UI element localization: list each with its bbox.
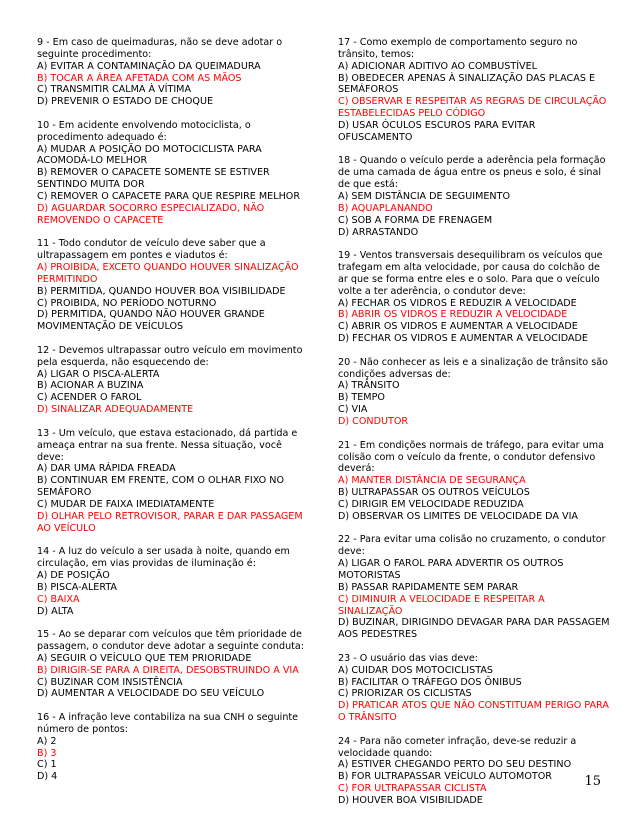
question-block xyxy=(37,428,307,535)
answer-option: C) PRIORIZAR OS CICLISTAS xyxy=(338,688,472,700)
answer-option: D) ALTA xyxy=(37,605,74,617)
answer-option: A) DAR UMA RÁPIDA FREADA xyxy=(37,463,176,475)
answer-option: B) ULTRAPASSAR OS OUTROS VEÍCULOS xyxy=(338,487,530,499)
question-block xyxy=(338,736,610,807)
question-stem: 11 - Todo condutor de veículo deve saber que a ultrapassagem em pontes e viadutos é: xyxy=(37,238,266,262)
answer-option-correct: B) DIRIGIR-SE PARA A DIREITA, DESOBSTRUINDO A VIA xyxy=(37,664,299,676)
question-block xyxy=(37,345,307,416)
question-stem: 14 - A luz do veículo a ser usada à noite, quando em circulação, em vias providas de iluminação é: xyxy=(37,546,290,570)
question-block xyxy=(338,250,610,345)
answer-option: C) VIA xyxy=(338,404,368,416)
answer-option: D) OBSERVAR OS LIMITES DE VELOCIDADE DA VIA xyxy=(338,510,578,522)
answer-option: B) CONTINUAR EM FRENTE, COM O OLHAR FIXO NO SEMÁFORO xyxy=(37,475,285,499)
answer-option: D) 4 xyxy=(37,771,58,783)
question-stem: 16 - A infração leve contabiliza na sua CNH o seguinte número de pontos: xyxy=(37,712,299,735)
question-stem: 22 - Para evitar uma colisão no cruzamento, o condutor deve: xyxy=(338,534,606,558)
question-stem: 10 - Em acidente envolvendo motociclista, o procedimento adequado é: xyxy=(37,119,251,143)
question-block xyxy=(338,37,610,144)
answer-option: A) DE POSIÇÃO xyxy=(37,569,110,581)
answer-option: D) HOUVER BOA VISIBILIDADE xyxy=(338,795,483,806)
answer-option-correct: D) PRATICAR ATOS QUE NÃO CONSTITUAM PERIGO PARA O TRÂNSITO xyxy=(338,700,609,724)
answer-option: D) AUMENTAR A VELOCIDADE DO SEU VEÍCULO xyxy=(37,688,265,700)
question-stem: 9 - Em caso de queimaduras, não se deve adotar o seguinte procedimento: xyxy=(37,37,283,60)
question-block xyxy=(37,712,307,783)
answer-option: D) ARRASTANDO xyxy=(338,226,419,238)
answer-option: A) SEM DISTÂNCIA DE SEGUIMENTO xyxy=(338,190,510,202)
answer-option: D) USAR ÓCULOS ESCUROS PARA EVITAR OFUSCAMENTO xyxy=(338,119,536,143)
answer-option-correct: A) PROIBIDA, EXCETO QUANDO HOUVER SINALIZAÇÃO PERMITINDO xyxy=(37,262,299,285)
answer-option: A) ESTIVER CHEGANDO PERTO DO SEU DESTINO xyxy=(338,759,572,771)
answer-option: C) REMOVER O CAPACETE PARA QUE RESPIRE MELHOR xyxy=(37,190,301,202)
answer-option-correct: C) FOR ULTRAPASSAR CICLISTA xyxy=(338,783,487,795)
question-block xyxy=(37,37,307,108)
answer-option: C) 1 xyxy=(37,759,57,771)
question-stem: 24 - Para não cometer infração, deve-se reduzir a velocidade quando: xyxy=(338,735,577,759)
answer-option-correct: B) TOCAR A ÁREA AFETADA COM AS MÃOS xyxy=(37,72,242,84)
answer-option: A) 2 xyxy=(37,735,57,747)
answer-option-correct: C) OBSERVAR E RESPEITAR AS REGRAS DE CIRCULAÇÃO ESTABELECIDAS PELO CÓDIGO xyxy=(338,96,607,120)
answer-option: B) REMOVER O CAPACETE SOMENTE SE ESTIVER SENTINDO MUITA DOR xyxy=(37,167,270,191)
right-column xyxy=(338,37,610,819)
answer-option-correct: B) AQUAPLANANDO xyxy=(338,202,433,214)
answer-option: C) ABRIR OS VIDROS E AUMENTAR A VELOCIDADE xyxy=(338,321,578,333)
answer-option: C) ACENDER O FAROL xyxy=(37,392,142,404)
answer-option: D) FECHAR OS VIDROS E AUMENTAR A VELOCIDADE xyxy=(338,333,588,345)
answer-option: A) FECHAR OS VIDROS E REDUZIR A VELOCIDADE xyxy=(338,297,577,309)
answer-option: C) SOB A FORMA DE FRENAGEM xyxy=(338,214,493,226)
answer-option-correct: A) MANTER DISTÂNCIA DE SEGURANÇA xyxy=(338,475,526,487)
answer-option: A) CUIDAR DOS MOTOCICLISTAS xyxy=(338,664,493,676)
answer-option-correct: B) 3 xyxy=(37,747,57,759)
answer-option-correct: D) AGUARDAR SOCORRO ESPECIALIZADO, NÃO REMOVENDO O CAPACETE xyxy=(37,202,265,226)
answer-option: A) TRÂNSITO xyxy=(338,380,400,392)
answer-option: C) DIRIGIR EM VELOCIDADE REDUZIDA xyxy=(338,498,524,510)
answer-option: B) OBEDECER APENAS À SINALIZAÇÃO DAS PLACAS E SEMÁFOROS xyxy=(338,72,596,96)
answer-option: D) PERMITIDA, QUANDO NÃO HOUVER GRANDE MOVIMENTAÇÃO DE VEÍCULOS xyxy=(37,309,265,333)
answer-option-correct: C) BAIXA xyxy=(37,593,80,605)
question-stem: 23 - O usuário das vias deve: xyxy=(338,652,479,664)
answer-option: B) FACILITAR O TRÁFEGO DOS ÔNIBUS xyxy=(338,676,522,688)
question-stem: 18 - Quando o veículo perde a aderência pela formação de uma camada de água entre os pneus e solo, é sinal de que está: xyxy=(338,155,606,191)
answer-option-correct: D) SINALIZAR ADEQUADAMENTE xyxy=(37,404,194,416)
question-stem: 21 - Em condições normais de tráfego, para evitar uma colisão com o veículo da frente, o condutor defensivo deverá: xyxy=(338,439,604,475)
answer-option: B) PERMITIDA, QUANDO HOUVER BOA VISIBILIDADE xyxy=(37,285,286,297)
answer-option: A) MUDAR A POSIÇÃO DO MOTOCICLISTA PARA ACOMODÁ-LO MELHOR xyxy=(37,143,262,167)
answer-option: A) LIGAR O PISCA-ALERTA xyxy=(37,368,160,380)
answer-option: C) MUDAR DE FAIXA IMEDIATAMENTE xyxy=(37,498,215,510)
question-stem: 12 - Devemos ultrapassar outro veículo em movimento pela esquerda, não esquecendo de: xyxy=(37,344,303,368)
answer-option-correct: D) CONDUTOR xyxy=(338,416,409,427)
answer-option: A) LIGAR O FAROL PARA ADVERTIR OS OUTROS MOTORISTAS xyxy=(338,558,564,581)
answer-option-correct: C) DIMINUIR A VELOCIDADE E RESPEITAR A SINALIZAÇÃO xyxy=(338,593,545,617)
answer-option: B) PISCA-ALERTA xyxy=(37,581,117,593)
answer-option: B) FOR ULTRAPASSAR VEÍCULO AUTOMOTOR xyxy=(338,771,552,783)
left-column xyxy=(37,37,307,795)
answer-option-correct: D) OLHAR PELO RETROVISOR, PARAR E DAR PASSAGEM AO VEÍCULO xyxy=(37,510,303,534)
question-block xyxy=(338,534,610,641)
question-stem: 17 - Como exemplo de comportamento seguro no trânsito, temos: xyxy=(338,37,578,60)
question-stem: 13 - Um veículo, que estava estacionado, dá partida e ameaça entrar na sua frente. Nessa situação, você deve: xyxy=(37,427,298,463)
question-block xyxy=(338,357,610,428)
question-block xyxy=(37,238,307,333)
answer-option: B) ACIONAR A BUZINA xyxy=(37,380,144,392)
answer-option: D) PREVENIR O ESTADO DE CHOQUE xyxy=(37,96,214,108)
question-stem: 15 - Ao se deparar com veículos que têm prioridade de passagem, o condutor deve adotar a seguinte conduta: xyxy=(37,629,305,653)
answer-option: A) EVITAR A CONTAMINAÇÃO DA QUEIMADURA xyxy=(37,60,261,72)
answer-option: B) TEMPO xyxy=(338,392,385,404)
answer-option: D) BUZINAR, DIRIGINDO DEVAGAR PARA DAR PASSAGEM AOS PEDESTRES xyxy=(338,617,610,641)
answer-option-correct: B) ABRIR OS VIDROS E REDUZIR A VELOCIDADE xyxy=(338,309,568,321)
answer-option: B) PASSAR RAPIDAMENTE SEM PARAR xyxy=(338,581,519,593)
question-block xyxy=(37,546,307,617)
question-block xyxy=(338,155,610,238)
answer-option: A) ADICIONAR ADITIVO AO COMBUSTÍVEL xyxy=(338,60,538,72)
question-block xyxy=(37,629,307,700)
answer-option: C) BUZINAR COM INSISTÊNCIA xyxy=(37,676,183,688)
answer-option: A) SEGUIR O VEÍCULO QUE TEM PRIORIDADE xyxy=(37,652,252,664)
question-stem: 20 - Não conhecer as leis e a sinalização de trânsito são condições adversas de: xyxy=(338,356,608,380)
question-block xyxy=(338,653,610,724)
question-block xyxy=(338,440,610,523)
page-number: 15 xyxy=(584,774,601,789)
question-block xyxy=(37,120,307,227)
answer-option: C) PROIBIDA, NO PERÍODO NOTURNO xyxy=(37,297,217,309)
answer-option: C) TRANSMITIR CALMA À VÍTIMA xyxy=(37,84,192,96)
question-stem: 19 - Ventos transversais desequilibram os veículos que trafegam em alta velocidade, por causa do colchão de ar que se forma entre eles e o solo. Para que o veículo volte a ter aderência, o condutor deve: xyxy=(338,250,603,297)
